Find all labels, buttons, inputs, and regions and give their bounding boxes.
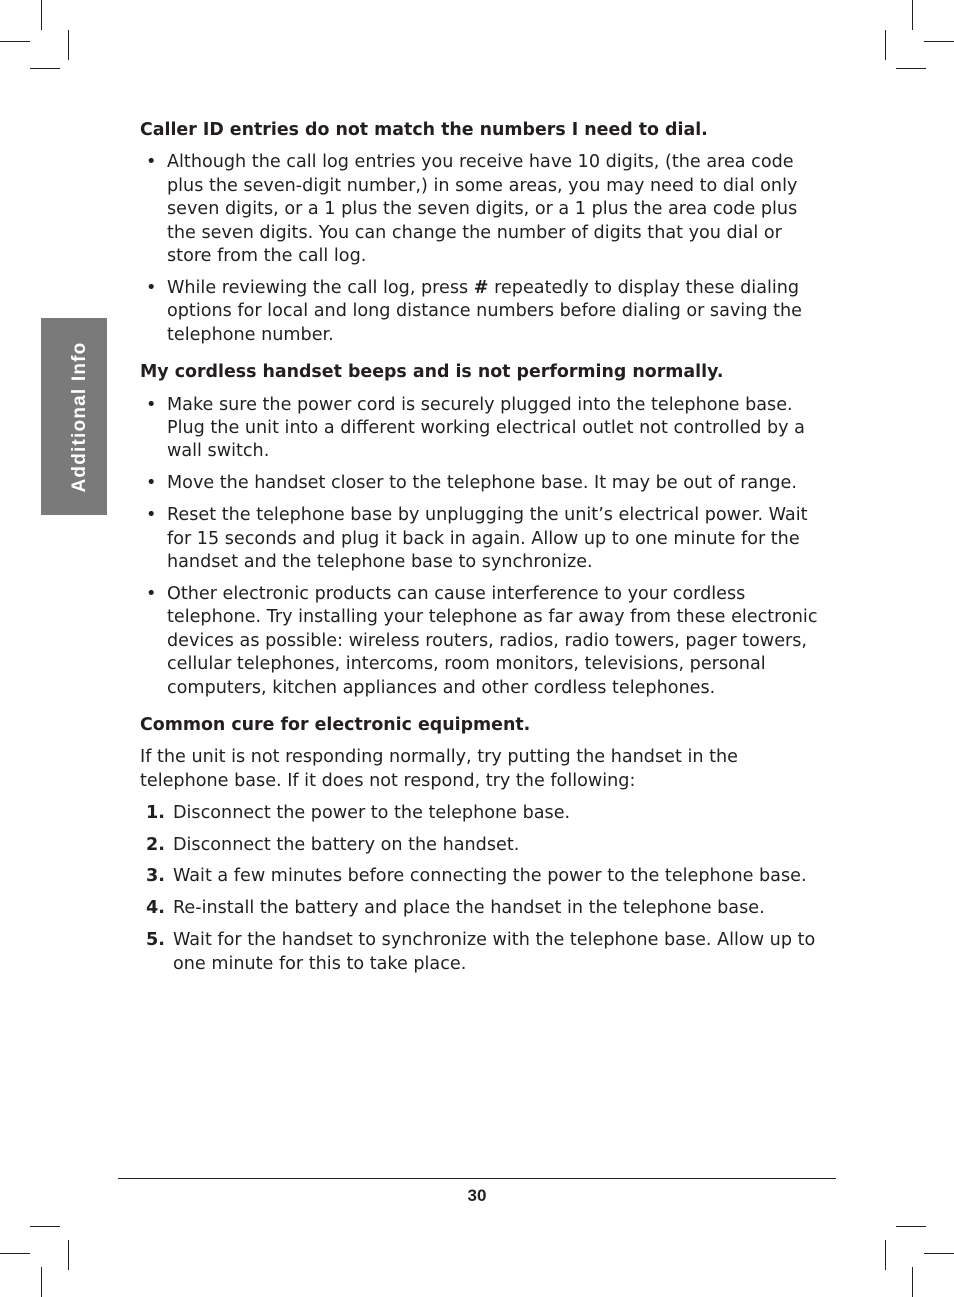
bullet-icon: • — [146, 394, 157, 415]
list-item — [140, 151, 825, 268]
step-number: 4. — [146, 898, 165, 919]
list-item — [140, 583, 825, 700]
crop-mark — [0, 1253, 30, 1254]
step-item — [140, 802, 825, 825]
crop-mark — [41, 1267, 42, 1297]
step-text: Wait for the handset to synchronize with the telephone base. Allow up to one minute for this to take place. — [173, 930, 816, 974]
crop-mark — [885, 1240, 886, 1270]
step-number: 3. — [146, 866, 165, 887]
crop-mark — [912, 1267, 913, 1297]
section-heading: Common cure for electronic equipment. — [140, 714, 531, 735]
crop-mark — [885, 30, 886, 60]
list-item-text: Other electronic products can cause interference to your cordless telephone. Try installing your telephone as far away from these electronic devices as possible: wireless routers, radios, radio towers, pager towers, cellular telephones, intercoms, room monitors, televisions, personal computers, kitchen appliances and other cordless telephones. — [167, 583, 818, 698]
step-text: Wait a few minutes before connecting the power to the telephone base. — [173, 866, 807, 887]
step-item — [140, 929, 825, 976]
bullet-icon: • — [146, 152, 157, 173]
list-item — [140, 277, 825, 347]
crop-mark — [68, 1240, 69, 1270]
list-item — [140, 472, 825, 495]
list-item-text: repeatedly to display these dialing options for local and long distance numbers before dialing or saving the telephone number. — [167, 277, 802, 345]
crop-mark — [896, 68, 926, 69]
crop-mark — [912, 0, 913, 30]
bullet-list — [140, 394, 825, 700]
page-content — [140, 119, 825, 985]
step-list — [140, 802, 825, 976]
crop-mark — [30, 68, 60, 69]
side-tab-label: Additional Info — [69, 341, 90, 492]
page-number: 30 — [467, 1186, 487, 1205]
section-caller-id — [140, 119, 825, 347]
list-item — [140, 504, 825, 574]
step-number: 5. — [146, 930, 165, 951]
list-item-text: Reset the telephone base by unplugging the unit’s electrical power. Wait for 15 seconds and plug it back in again. Allow up to one minute for the handset and the telephone base to synchronize. — [167, 505, 808, 572]
list-item — [140, 394, 825, 464]
crop-mark — [41, 0, 42, 30]
section-heading: My cordless handset beeps and is not performing normally. — [140, 362, 724, 383]
key-label: # — [473, 277, 489, 298]
section-heading: Caller ID entries do not match the numbers I need to dial. — [140, 120, 708, 140]
step-text: Re-install the battery and place the handset in the telephone base. — [173, 898, 765, 919]
bullet-icon: • — [146, 473, 157, 494]
list-item-text: While reviewing the call log, press — [167, 277, 474, 298]
section-handset-beeps — [140, 361, 825, 700]
bullet-icon: • — [146, 277, 157, 298]
step-text: Disconnect the power to the telephone base. — [173, 802, 571, 823]
crop-mark — [30, 1226, 60, 1227]
step-item — [140, 865, 825, 888]
step-number: 2. — [146, 834, 165, 855]
list-item-text: Make sure the power cord is securely plugged into the telephone base. Plug the unit into a different working electrical outlet not controlled by a wall switch. — [167, 394, 805, 462]
bullet-icon: • — [146, 583, 157, 604]
intro-paragraph: If the unit is not responding normally, try putting the handset in the telephone base. If it does not respond, try the following: — [140, 747, 738, 791]
crop-mark — [924, 41, 954, 42]
list-item-text: Although the call log entries you receive have 10 digits, (the area code plus the seven-digit number,) in some areas, you may need to dial only seven digits, or a 1 plus the seven digits, or a 1 plus the area code plus the seven digits. You can change the number of digits that you dial or store from the call log. — [167, 152, 798, 267]
crop-mark — [68, 30, 69, 60]
section-side-tab — [41, 318, 107, 515]
bullet-list — [140, 151, 825, 347]
crop-mark — [896, 1226, 926, 1227]
crop-mark — [924, 1253, 954, 1254]
step-text: Disconnect the battery on the handset. — [173, 834, 520, 855]
bullet-icon: • — [146, 505, 157, 526]
step-item — [140, 897, 825, 920]
step-number: 1. — [146, 802, 165, 823]
step-item — [140, 834, 825, 857]
list-item-text: Move the handset closer to the telephone base. It may be out of range. — [167, 473, 797, 494]
footer-divider — [118, 1178, 836, 1179]
crop-mark — [0, 41, 30, 42]
section-common-cure — [140, 714, 825, 976]
